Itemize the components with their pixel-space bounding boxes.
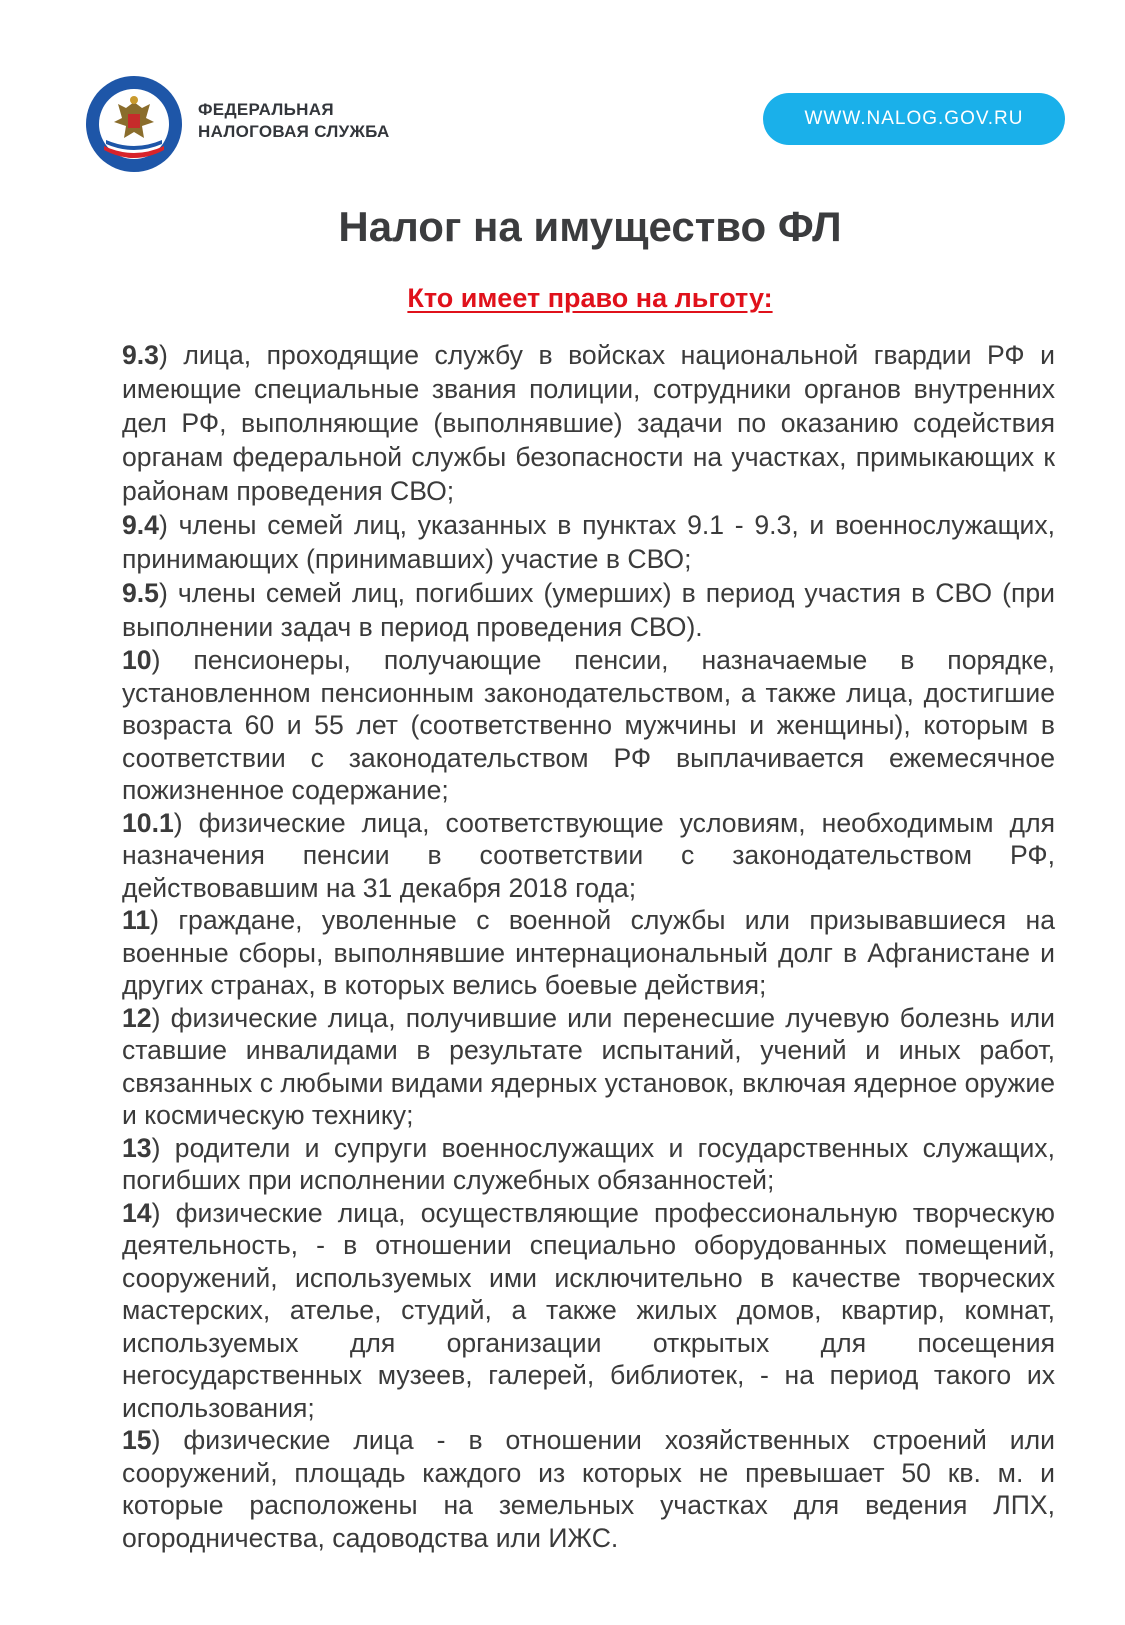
- item-number: 9.3: [122, 340, 159, 370]
- item-text: ) физические лица, получившие или перенесшие лучевую болезнь или ставшие инвалидами в результате испытаний, учений и иных работ, связанных с любыми видами ядерных установок, включая ядерное оружие и космическую технику;: [122, 1002, 1055, 1130]
- item-number: 11: [122, 905, 151, 935]
- item-number: 9.5: [122, 578, 159, 608]
- org-name-line-2: НАЛОГОВАЯ СЛУЖБА: [198, 122, 390, 141]
- list-item: [122, 338, 1055, 508]
- list-item: [122, 508, 1055, 576]
- item-text: ) пенсионеры, получающие пенсии, назначаемые в порядке, установленном пенсионным законодательством, а также лица, достигшие возраста 60 и 55 лет (соответственно мужчины и женщины), которым в соответствии с законодательством РФ выплачивается ежемесячное пожизненное содержание;: [122, 645, 1055, 805]
- item-text: ) физические лица, осуществляющие профессиональную творческую деятельность, - в отношении специально оборудованных помещений, сооружений, используемых ими исключительно в качестве творческих мастерских, ателье, студий, а также жилых домов, квартир, комнат, используемых для организации открытых для посещения негосударственных музеев, галерей, библиотек, - на период такого их использования;: [122, 1197, 1055, 1423]
- item-text: ) граждане, уволенные с военной службы или призывавшиеся на военные сборы, выполнявшие интернациональный долг в Афганистане и других странах, в которых велись боевые действия;: [122, 905, 1055, 1000]
- list-item: [122, 1002, 1055, 1132]
- website-link[interactable]: WWW.NALOG.GOV.RU: [763, 93, 1065, 145]
- list-item: [122, 807, 1055, 905]
- item-number: 15: [122, 1425, 152, 1455]
- item-text: ) члены семей лиц, погибших (умерших) в период участия в СВО (при выполнении задач в период проведения СВО).: [122, 578, 1055, 642]
- list-item: [122, 576, 1055, 644]
- page-header: [0, 0, 1125, 190]
- item-text: ) физические лица, соответствующие условиям, необходимым для назначения пенсии в соответствии с законодательством РФ, действовавшим на 31 декабря 2018 года;: [122, 807, 1055, 903]
- item-text: ) физические лица - в отношении хозяйственных строений или сооружений, площадь каждого из которых не превышает 50 кв. м. и которые расположены на земельных участках для ведения ЛПХ, огородничества, садоводства или ИЖС.: [122, 1425, 1055, 1553]
- item-number: 10.1: [122, 807, 174, 838]
- item-number: 12: [122, 1002, 152, 1033]
- item-number: 10: [122, 645, 152, 675]
- benefit-list: [122, 338, 1055, 1554]
- page-title: Налог на имущество ФЛ: [338, 203, 842, 250]
- page-subtitle: Кто имеет право на льготу:: [407, 283, 773, 313]
- org-name-line-1: ФЕДЕРАЛЬНАЯ: [198, 100, 334, 119]
- fns-emblem-icon: [84, 74, 184, 174]
- item-number: 13: [122, 1132, 152, 1163]
- list-item: [122, 904, 1055, 1002]
- item-text: ) лица, проходящие службу в войсках национальной гвардии РФ и имеющие специальные звания полиции, сотрудники органов внутренних дел РФ, выполняющие (выполнявшие) задачи по оказанию содействия органам федеральной службы безопасности на участках, примыкающих к районам проведения СВО;: [122, 340, 1055, 506]
- list-item: [122, 1424, 1055, 1554]
- item-text: ) родители и супруги военнослужащих и государственных служащих, погибших при исполнении служебных обязанностей;: [122, 1132, 1055, 1195]
- item-text: ) члены семей лиц, указанных в пунктах 9.1 - 9.3, и военнослужащих, принимающих (принимавших) участие в СВО;: [122, 510, 1055, 574]
- item-number: 14: [122, 1197, 152, 1228]
- list-item: [122, 1197, 1055, 1425]
- list-item: [122, 1132, 1055, 1197]
- item-number: 9.4: [122, 510, 159, 540]
- list-item: [122, 644, 1055, 807]
- org-name: [198, 99, 390, 143]
